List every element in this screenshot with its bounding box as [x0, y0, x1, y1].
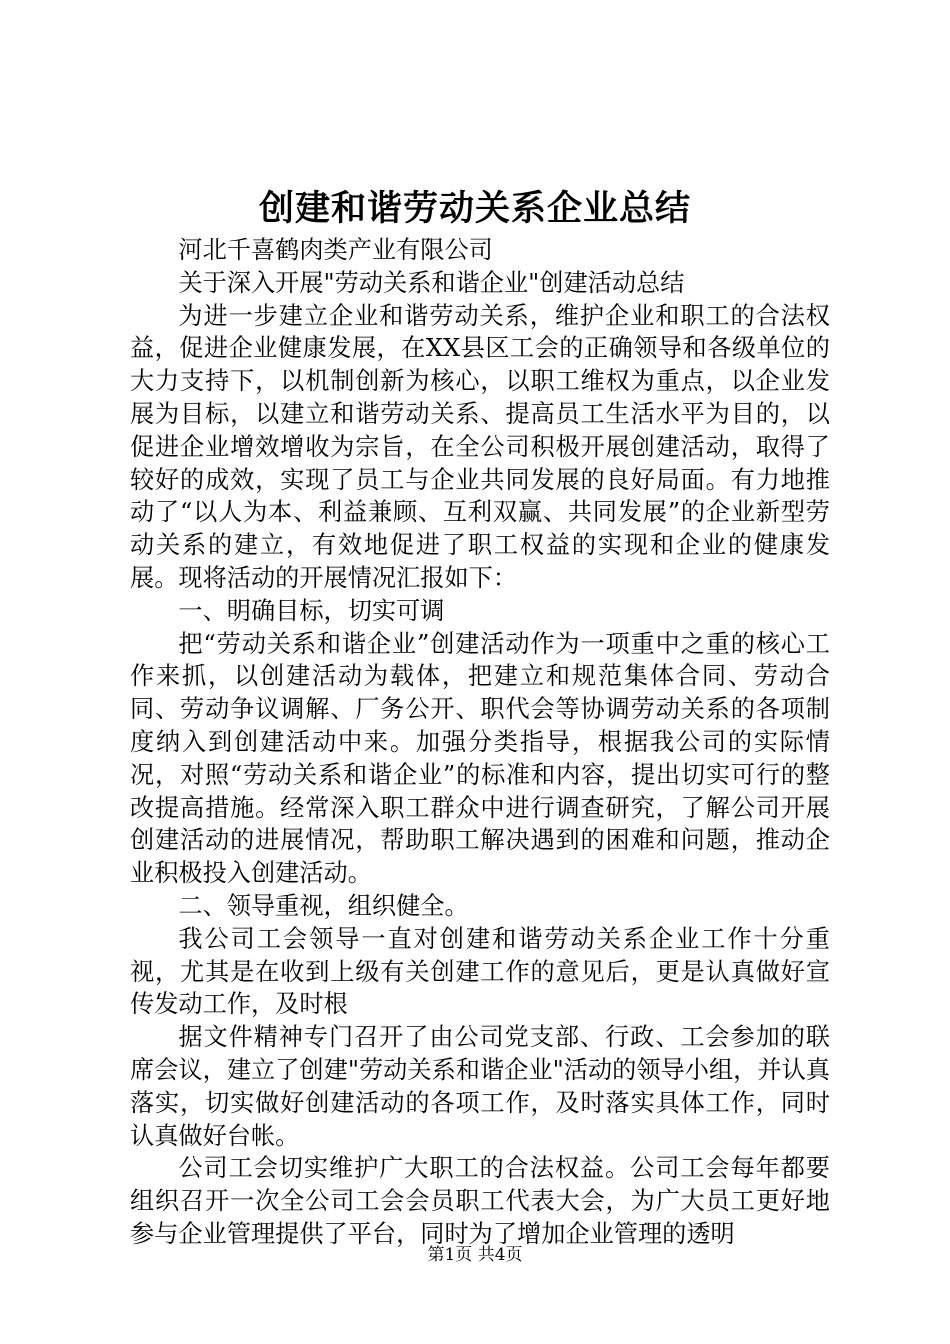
document-body — [130, 234, 830, 1251]
page-number-footer: 第1页 共4页 — [427, 1245, 523, 1265]
section-heading-1: 一、明确目标，切实可调 — [178, 596, 445, 625]
section-2-paragraph-2: 据文件精神专门召开了由公司党支部、行政、工会参加的联席会议，建立了创建"劳动关系和谐企业"活动的领导小组，并认真落实，切实做好创建活动的各项工作，及时落实具体工作，同时认真做好台帐。 — [130, 1023, 830, 1150]
report-subtitle-line: 关于深入开展"劳动关系和谐企业"创建活动总结 — [178, 268, 685, 297]
section-2-paragraph-3: 公司工会切实维护广大职工的合法权益。公司工会每年都要组织召开一次全公司工会会员职工代表大会，为广大员工更好地参与企业管理提供了平台，同时为了增加企业管理的透明 — [130, 1154, 830, 1248]
section-heading-2: 二、领导重视，组织健全。 — [178, 891, 469, 920]
section-1-paragraph: 把“劳动关系和谐企业”创建活动作为一项重中之重的核心工作来抓，以创建活动为载体，把建立和规范集体合同、劳动合同、劳动争议调解、厂务公开、职代会等协调劳动关系的各项制度纳入到创建活动中来。加强分类指导，根据我公司的实际情况，对照“劳动关系和谐企业”的标准和内容，提出切实可行的整改提高措施。经常深入职工群众中进行调查研究，了解公司开展创建活动的进展情况，帮助职工解决遇到的困难和问题，推动企业积极投入创建活动。 — [130, 629, 830, 888]
document-title: 创建和谐劳动关系企业总结 — [258, 188, 691, 229]
section-2-paragraph-1: 我公司工会领导一直对创建和谐劳动关系企业工作十分重视，尤其是在收到上级有关创建工作的意见后，更是认真做好宣传发动工作，及时根 — [130, 924, 830, 1019]
company-name-line: 河北千喜鹤肉类产业有限公司 — [178, 236, 493, 264]
intro-paragraph: 为进一步建立企业和谐劳动关系，维护企业和职工的合法权益，促进企业健康发展，在XX县区工会的正确领导和各级单位的大力支持下，以机制创新为核心，以职工维权为重点，以企业发展为目标，以建立和谐劳动关系、提高员工生活水平为目的，以促进企业增效增收为宗旨，在全公司积极开展创建活动，取得了较好的成效，实现了员工与企业共同发展的良好局面。有力地推动了“以人为本、利益兼顾、互利双赢、共同发展”的企业新型劳动关系的建立，有效地促进了职工权益的实现和企业的健康发展。现将活动的开展情况汇报如下： — [130, 301, 830, 592]
